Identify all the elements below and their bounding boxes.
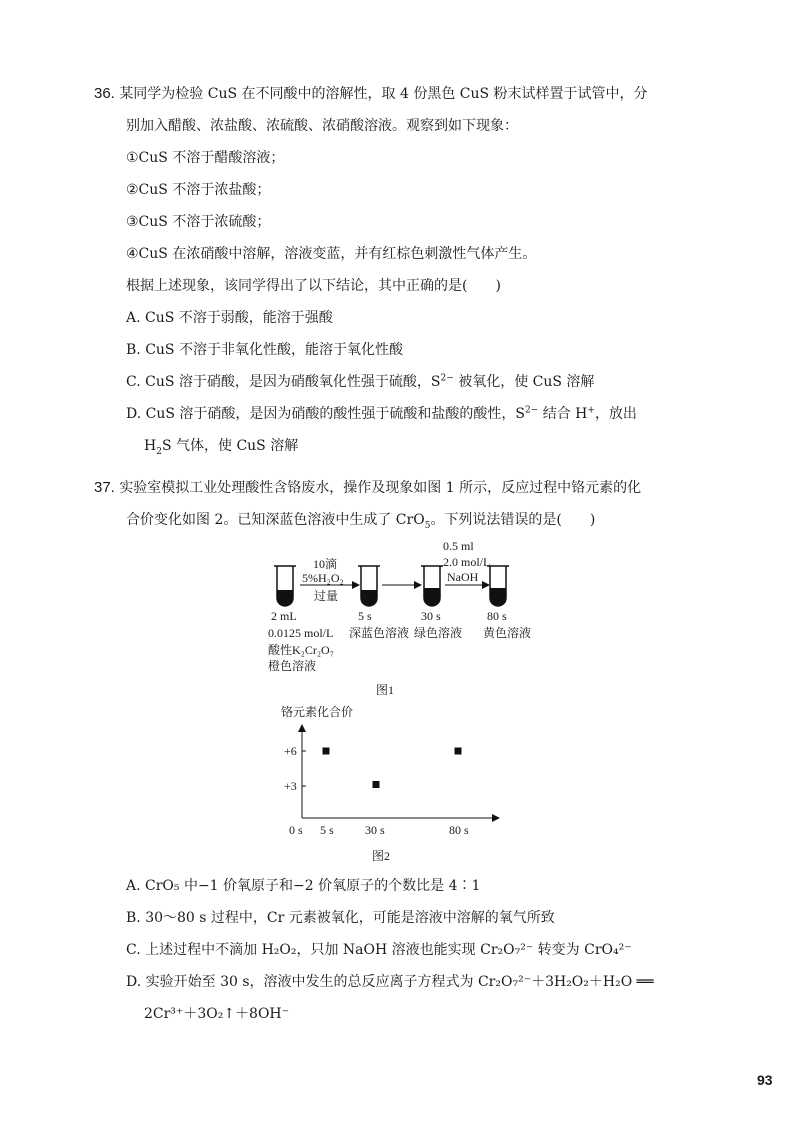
y-tick-label-3: +3 — [284, 779, 297, 793]
test-tube-1 — [274, 566, 296, 606]
test-tube-2 — [358, 566, 380, 606]
x-axis-arrow — [492, 814, 500, 822]
q36-option-d-post: ，放出 — [594, 406, 637, 422]
q36-option-c-post: 被氧化，使 CuS 溶解 — [453, 374, 595, 390]
page-number: 93 — [757, 1072, 773, 1088]
q37-stem-text1: 实验室模拟工业处理酸性含铬废水，操作及现象如图 1 所示，反应过程中铬元素的化 — [119, 480, 642, 496]
tube1-label: 2 mL — [271, 609, 297, 623]
q36-option-d-sup2: + — [587, 405, 595, 416]
tube4-desc: 黄色溶液 — [483, 626, 532, 640]
q36-option-d-sup: 2− — [525, 405, 539, 416]
x-tick-label-0s: 0 s — [289, 823, 303, 837]
x-tick-label-80s: 80 s — [449, 823, 469, 837]
chart-point-5s — [323, 748, 330, 755]
q36-option-a: A. CuS 不溶于弱酸，能溶于强酸 — [126, 310, 333, 326]
test-tube-4 — [487, 566, 509, 606]
q36-observation-3: ③CuS 不溶于浓硫酸； — [126, 214, 271, 230]
arrow-2 — [382, 581, 422, 589]
test-tube-3 — [421, 566, 443, 606]
tube3-label: 30 s — [421, 609, 441, 623]
q36-option-d-mid: 结合 H — [538, 406, 588, 422]
figure-1 — [268, 539, 531, 697]
tube3-desc: 绿色溶液 — [414, 626, 463, 640]
chart-ylabel: 铬元素化合价 — [281, 705, 354, 719]
tube2-desc: 深蓝色溶液 — [349, 626, 410, 640]
q36-option-c-sup: 2− — [440, 373, 454, 384]
q37-option-d-line1: D. 实验开始至 30 s，溶液中发生的总反应离子方程式为 Cr₂O₇²⁻＋3H₂O₂＋H₂O ══ — [126, 974, 654, 990]
q37-stem-post: 。下列说法错误的是( ) — [430, 512, 596, 528]
figure1-caption: 图1 — [376, 683, 395, 697]
q37-option-d-line2: 2Cr³⁺＋3O₂↑＋8OH⁻ — [144, 1006, 290, 1022]
chart-points — [323, 748, 462, 789]
q37-stem-sub: 5 — [424, 520, 431, 531]
q36-stem-text1: 某同学为检验 CuS 在不同酸中的溶解性，取 4 份黑色 CuS 粉末试样置于试管中，分 — [119, 86, 648, 102]
tube1-desc-2: 酸性K₂Cr₂O₇ — [268, 643, 334, 657]
arrow1-label-bottom: 过量 — [314, 589, 339, 603]
q36-stem-line2: 别加入醋酸、浓盐酸、浓硫酸、浓硝酸溶液。观察到如下现象： — [126, 118, 518, 134]
q36-observation-4: ④CuS 在浓硝酸中溶解，溶液变蓝，并有红棕色刺激性气体产生。 — [126, 246, 537, 262]
q37-option-b: B. 30～80 s 过程中，Cr 元素被氧化，可能是溶液中溶解的氧气所致 — [126, 910, 555, 926]
chart-point-80s — [455, 748, 462, 755]
q36-option-b: B. CuS 不溶于非氧化性酸，能溶于氧化性酸 — [126, 342, 403, 358]
q36-option-d2-post: S 气体，使 CuS 溶解 — [161, 438, 299, 454]
q37-stem-pre: 合价变化如图 2。已知深蓝色溶液中生成了 CrO — [126, 512, 425, 528]
figure2-caption: 图2 — [372, 849, 391, 863]
arrow3-label-2: 2.0 mol/L — [443, 555, 491, 569]
q37-number: 37. — [94, 479, 115, 496]
figure-2 — [281, 704, 500, 863]
q36-observation-2: ②CuS 不溶于浓盐酸； — [126, 182, 271, 198]
tube1-desc-1: 0.0125 mol/L — [268, 626, 334, 640]
q36-option-c-pre: C. CuS 溶于硝酸，是因为硝酸氧化性强于硫酸，S — [126, 374, 441, 390]
q36-option-d-pre: D. CuS 溶于硝酸，是因为硝酸的酸性强于硫酸和盐酸的酸性，S — [126, 406, 525, 422]
x-tick-label-30s: 30 s — [365, 823, 385, 837]
arrow3-label-3: NaOH — [447, 570, 479, 584]
y-axis-arrow — [298, 724, 306, 732]
q36-option-d2-pre: H — [144, 438, 157, 454]
y-tick-label-6: +6 — [284, 744, 297, 758]
q36-number: 36. — [94, 85, 115, 102]
tube2-label: 5 s — [358, 609, 372, 623]
x-tick-label-5s: 5 s — [320, 823, 334, 837]
q36-option-d2-sub: 2 — [156, 446, 162, 457]
arrow1-label-2: 5%H₂O₂ — [302, 571, 344, 585]
q37-option-c: C. 上述过程中不滴加 H₂O₂，只加 NaOH 溶液也能实现 Cr₂O₇²⁻ 转变为 CrO₄²⁻ — [126, 942, 632, 958]
q36-observation-1: ①CuS 不溶于醋酸溶液； — [126, 150, 285, 166]
arrow3-label-1: 0.5 ml — [443, 539, 474, 553]
q37-option-a: A. CrO₅ 中−1 价氧原子和−2 价氧原子的个数比是 4∶1 — [126, 878, 481, 894]
chart-point-30s — [373, 781, 380, 788]
tube1-desc-3: 橙色溶液 — [268, 659, 317, 673]
q36-question: 根据上述现象，该同学得出了以下结论，其中正确的是( ) — [126, 278, 501, 294]
arrow1-label-1: 10滴 — [313, 557, 338, 571]
tube4-label: 80 s — [487, 609, 507, 623]
